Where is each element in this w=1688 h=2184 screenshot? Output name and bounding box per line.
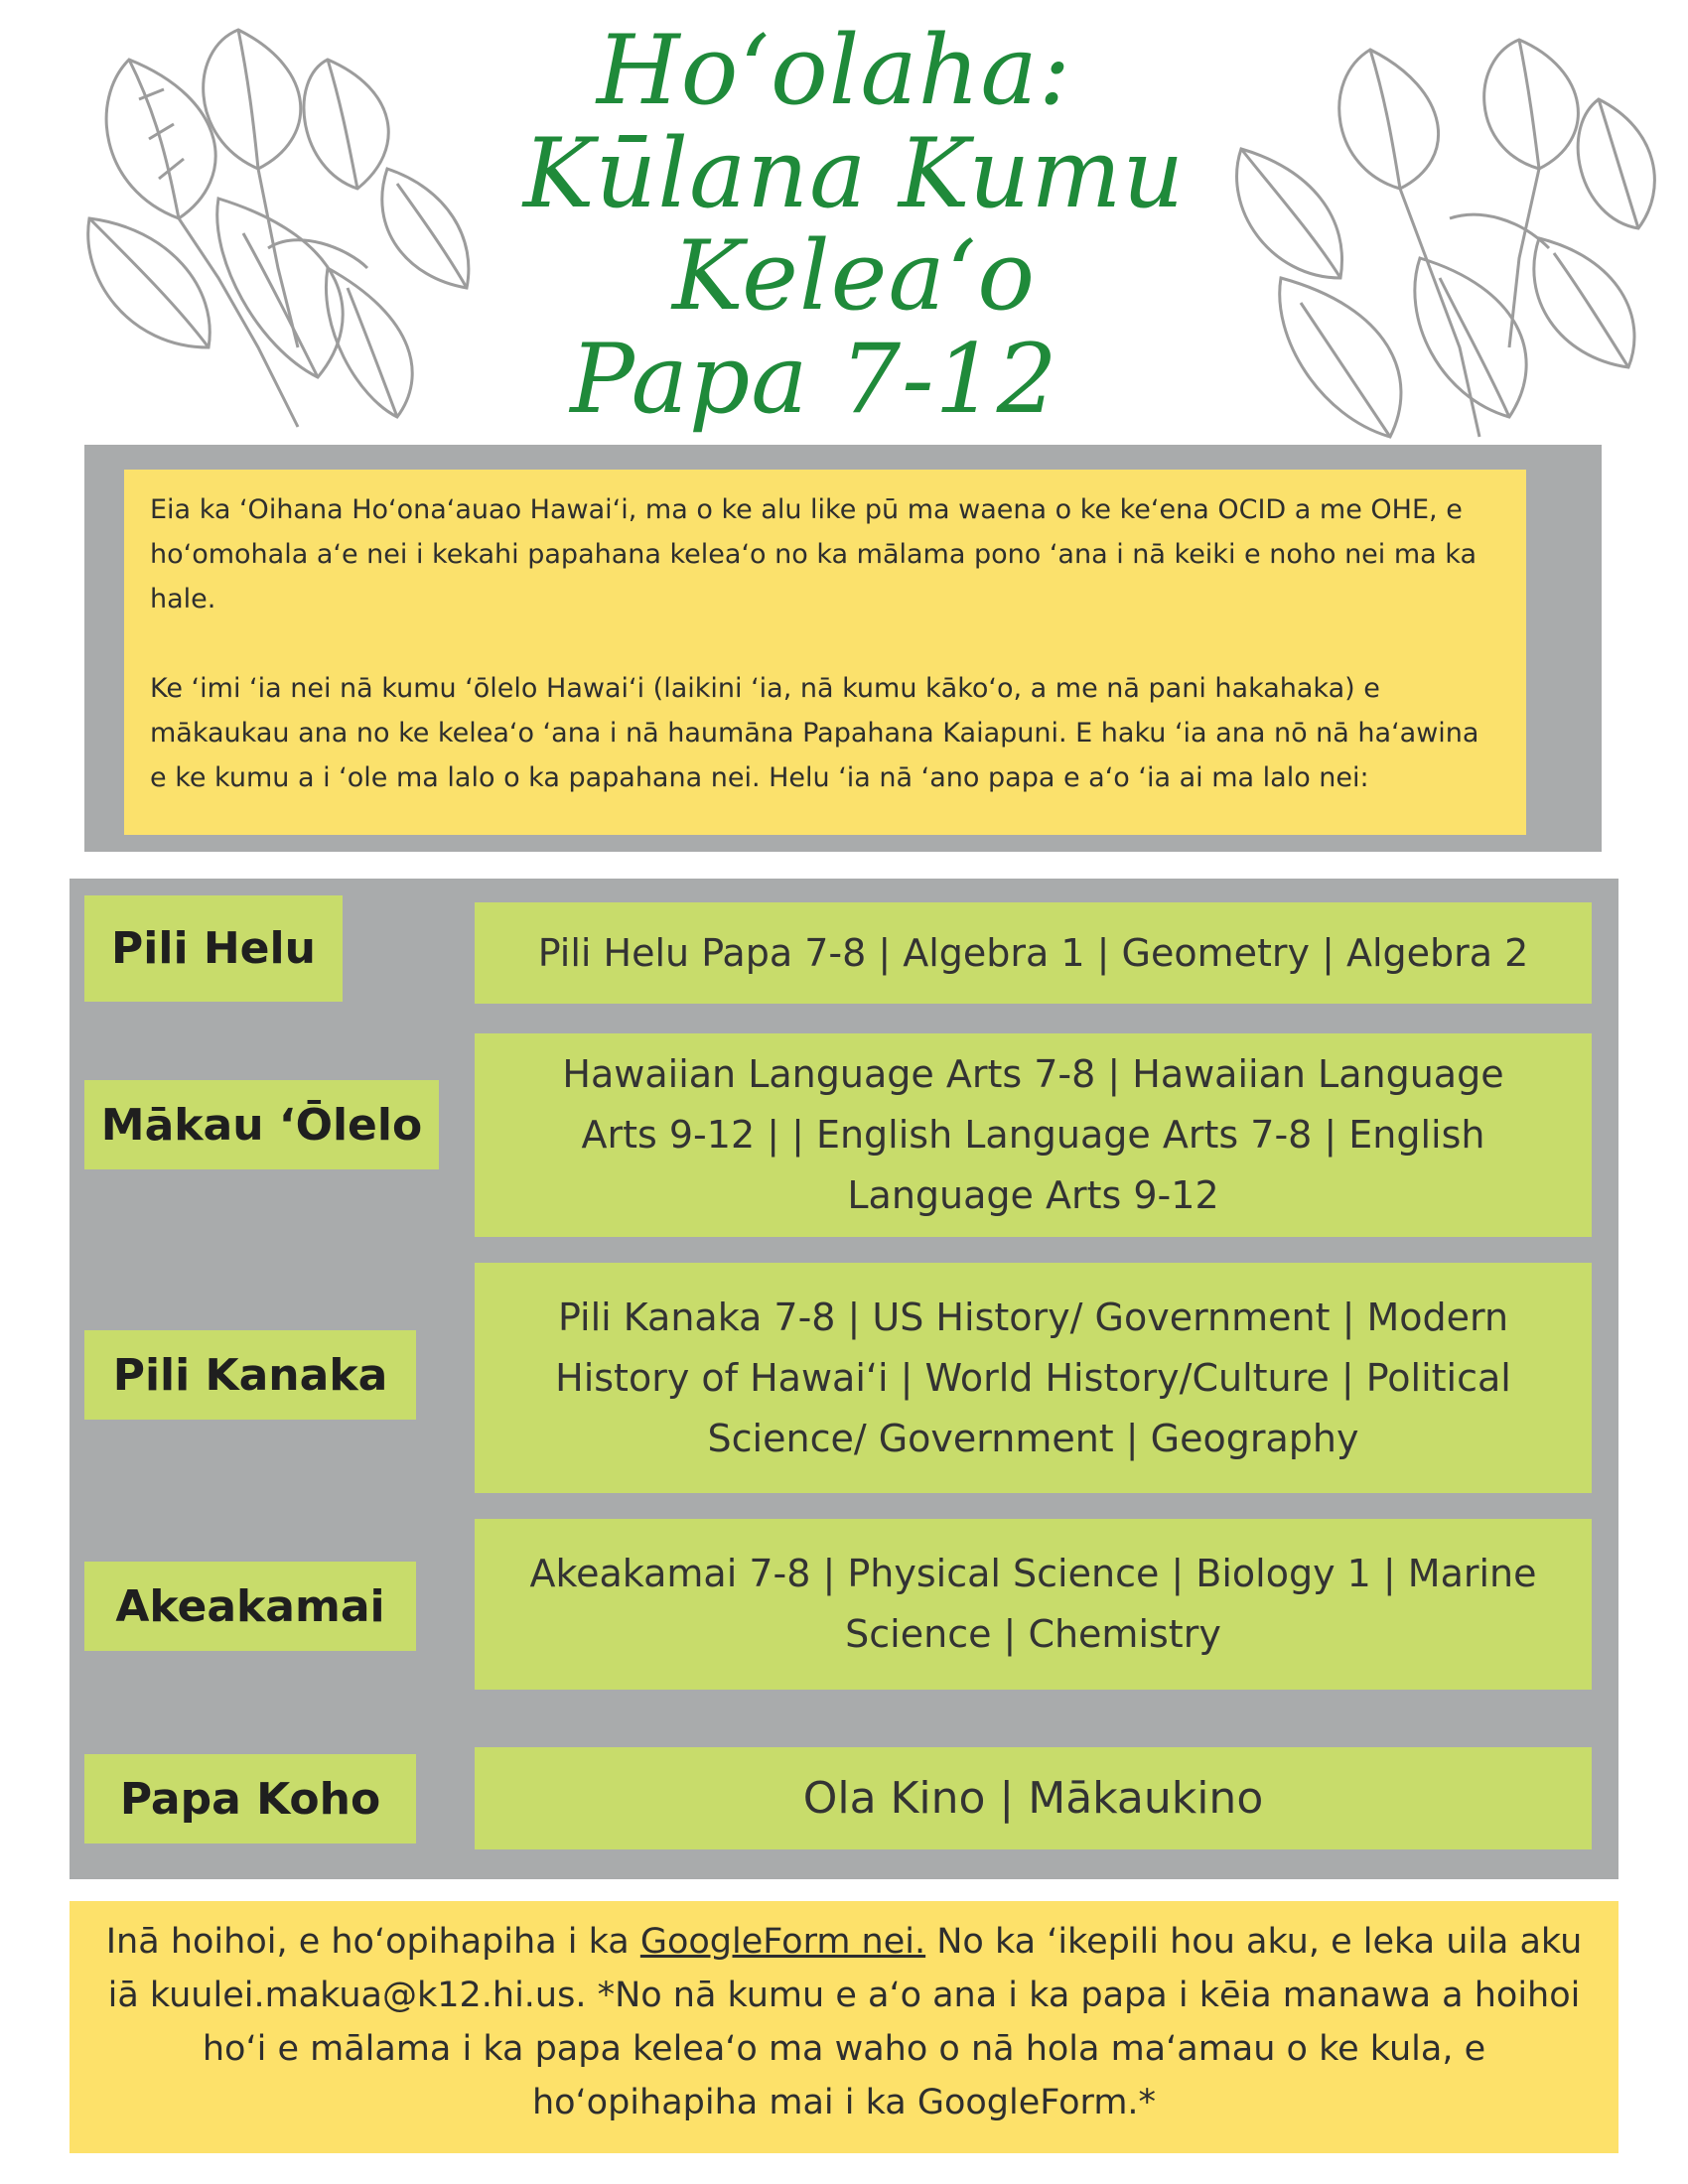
subject-label-papa-koho: Papa Koho	[84, 1754, 416, 1843]
courses-text: Pili Kanaka 7-8 | US History/ Government | Modern History of Hawaiʻi | World History/Culture | Political Science/ Government | Geography	[555, 1295, 1511, 1460]
title-line-1: Hoʻolaha:	[596, 15, 1072, 126]
subject-courses-pili-helu	[475, 902, 1592, 1004]
footer-text-before-link: Inā hoihoi, e hoʻopihapiha i ka	[105, 1922, 640, 1962]
title-line-3: Papa 7-12	[570, 324, 1058, 436]
courses-text: Pili Helu Papa 7-8 | Algebra 1 | Geometry | Algebra 2	[537, 930, 1529, 975]
subject-courses-papa-koho	[475, 1747, 1592, 1849]
subject-courses-akeakamai	[475, 1519, 1592, 1690]
googleform-link[interactable]: GoogleForm nei.	[639, 1922, 926, 1962]
courses-text: Akeakamai 7-8 | Physical Science | Biology 1 | Marine Science | Chemistry	[529, 1552, 1537, 1656]
subjects-panel	[70, 879, 1618, 1879]
intro-paragraph-2: Ke ʻimi ʻia nei nā kumu ʻōlelo Hawaiʻi (laikini ʻia, nā kumu kākoʻo, a me nā pani hakahaka) e mākaukau ana no ke keleaʻo ʻana i nā haumāna Papahana Kaiapuni. E haku ʻia ana nō nā haʻawina e ke kumu a i ʻole ma lalo o ka papahana nei. Helu ʻia nā ʻano papa e aʻo ʻia ai ma lalo nei:	[150, 673, 1479, 793]
subject-courses-pili-kanaka	[475, 1263, 1592, 1493]
subject-courses-makau-olelo	[475, 1033, 1592, 1237]
subject-label-pili-helu: Pili Helu	[84, 895, 343, 1002]
subject-label-akeakamai: Akeakamai	[84, 1562, 416, 1651]
subject-label-pili-kanaka: Pili Kanaka	[84, 1330, 416, 1420]
intro-panel	[84, 445, 1602, 852]
title-line-2: Kūlana Kumu Keleaʻo	[522, 117, 1186, 333]
intro-paragraph-1: Eia ka ʻOihana Hoʻonaʻauao Hawaiʻi, ma o ke alu like pū ma waena o ke keʻena OCID a me OHE, e hoʻomohala aʻe nei i kekahi papahana keleaʻo no ka mālama pono ʻana i nā keiki e noho nei ma ka hale.	[150, 494, 1477, 614]
intro-text-box	[124, 470, 1526, 835]
footer-notice	[70, 1901, 1618, 2153]
footer-text-after-link: No ka ʻikepili hou aku, e leka uila aku iā kuulei.makua@k12.hi.us. *No nā kumu e aʻo ana i ka papa i kēia manawa a hoihoi hoʻi e mālama i ka papa keleaʻo ma waho o nā hola maʻamau o ke kula, e hoʻopihapiha mai i ka GoogleForm.*	[107, 1922, 1583, 2122]
subject-label-makau-olelo: Mākau ʻŌlelo	[84, 1080, 439, 1169]
courses-text: Hawaiian Language Arts 7-8 | Hawaiian Language Arts 9-12 | | English Language Arts 7-8 | English Language Arts 9-12	[562, 1052, 1504, 1217]
courses-text: Ola Kino | Mākaukino	[802, 1773, 1264, 1824]
page-title	[417, 15, 1291, 436]
